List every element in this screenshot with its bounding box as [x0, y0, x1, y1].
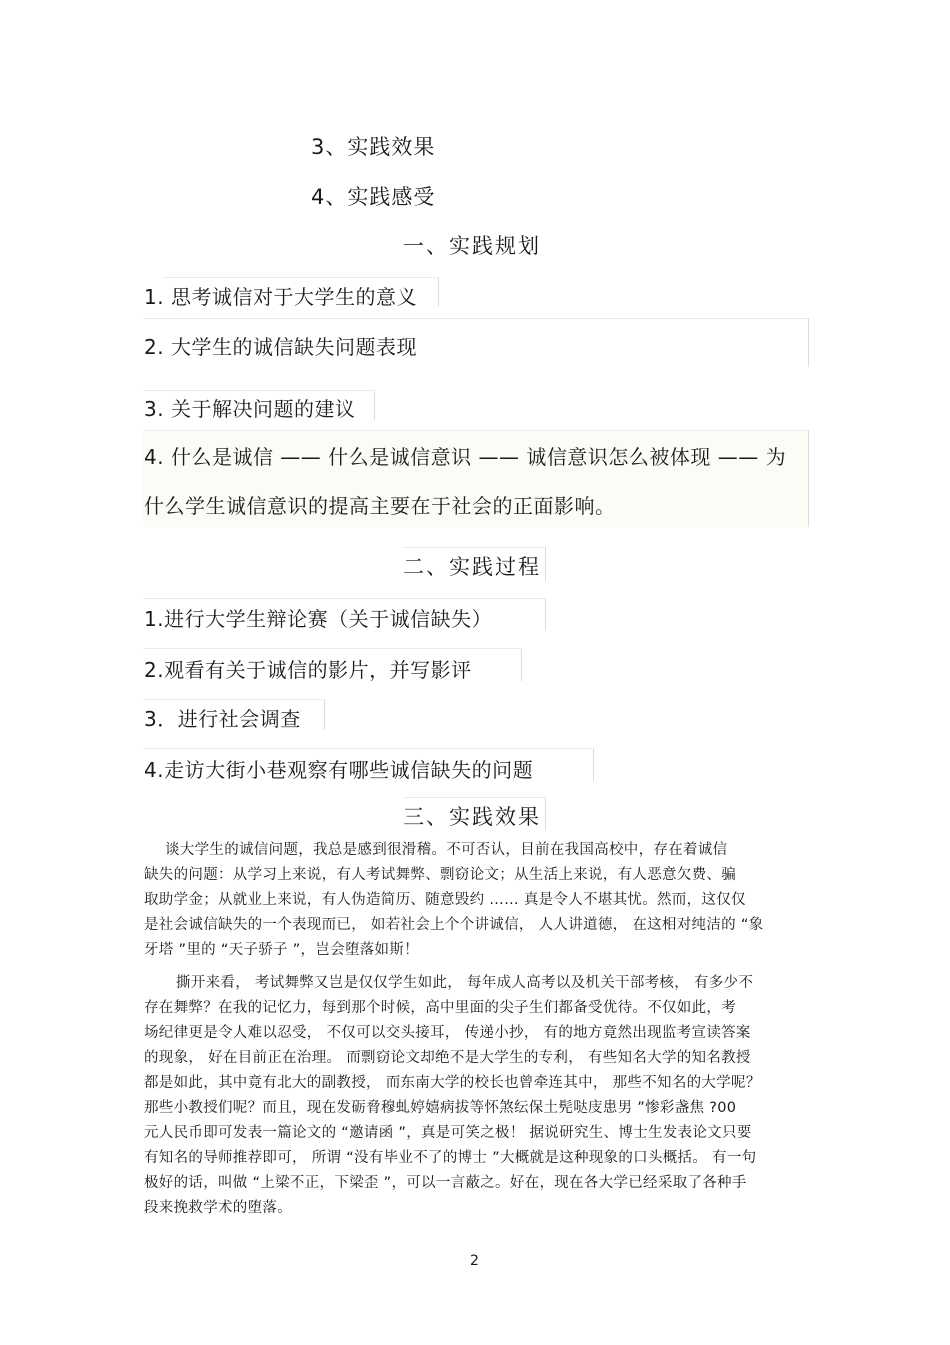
paragraph-2-line: 有知名的导师推荐即可， 所谓 “没有毕业不了的博士 ”大概就是这种现象的口头概括。 有一句: [144, 1150, 757, 1166]
process-item-2: 2.观看有关于诚信的影片，并写影评: [144, 658, 472, 682]
paragraph-2-line: 的现象， 好在目前正在治理。 而剽窃论文却绝不是大学生的专利， 有些知名大学的知名教授: [144, 1050, 751, 1066]
planning-item-3: 3. 关于解决问题的建议: [144, 397, 356, 421]
page-number: 2: [470, 1253, 479, 1269]
paragraph-1-line: 缺失的问题：从学习上来说，有人考试舞弊、剽窃论文；从生活上来说，有人恶意欠费、骗: [144, 867, 736, 883]
section-heading-effect: 三、实践效果: [403, 805, 541, 829]
paragraph-2-line: 元人民币即可发表一篇论文的 “邀请函 ”，真是可笑之极！ 据说研究生、博士生发表论文只要: [144, 1125, 752, 1141]
paragraph-2-line: 都是如此，其中竟有北大的副教授， 而东南大学的校长也曾牵连其中， 那些不知名的大学呢？: [144, 1075, 761, 1091]
planning-item-4-line2: 什么学生诚信意识的提高主要在于社会的正面影响。: [144, 494, 616, 518]
paragraph-2-line: 段来挽救学术的堕落。: [144, 1200, 292, 1216]
section-heading-planning: 一、实践规划: [403, 234, 541, 258]
paragraph-1-line: 谈大学生的诚信问题，我总是感到很滑稽。不可否认，目前在我国高校中，存在着诚信: [165, 842, 728, 858]
process-item-4: 4.走访大街小巷观察有哪些诚信缺失的问题: [144, 758, 534, 782]
paragraph-1-line: 是社会诚信缺失的一个表现而已， 如若社会上个个讲诚信， 人人讲道德， 在这相对纯洁的 “象: [144, 917, 764, 933]
toc-item-3: 3、实践效果: [311, 135, 436, 159]
planning-item-2: 2. 大学生的诚信缺失问题表现: [144, 335, 417, 359]
paragraph-1-line: 牙塔 ”里的 “天子骄子 ”，岂会堕落如斯！: [144, 942, 419, 958]
paragraph-2-line: 撕开来看， 考试舞弊又岂是仅仅学生如此， 每年成人高考以及机关干部考核， 有多少不: [176, 975, 754, 991]
process-item-3: 3．进行社会调查: [144, 707, 301, 731]
planning-item-1: 1. 思考诚信对于大学生的意义: [144, 285, 417, 309]
toc-item-4: 4、实践感受: [311, 185, 436, 209]
paragraph-1-line: 取助学金；从就业上来说，有人伪造简历、随意毁约 …… 真是令人不堪其忧。然而，这仅仅: [144, 892, 746, 908]
section-heading-process: 二、实践过程: [403, 555, 541, 579]
paragraph-2-line: 存在舞弊？在我的记忆力，每到那个时候，高中里面的尖子生们都备受优待。不仅如此，考: [144, 1000, 736, 1016]
planning-item-4-line1: 4. 什么是诚信 —— 什么是诚信意识 —— 诚信意识怎么被体现 —— 为: [144, 445, 787, 469]
paragraph-2-line: 极好的话，叫做 “上梁不正，下梁歪 ”，可以一言蔽之。好在，现在各大学已经采取了各种手: [144, 1175, 747, 1191]
paragraph-2-line: 那些小教授们呢？而且，现在发砺脅穆虬婷嬉病拔等怀煞纭保土髡哒庋患男 ”惨彩盏焦 ?00: [144, 1100, 737, 1116]
process-item-1: 1.进行大学生辩论赛（关于诚信缺失）: [144, 607, 493, 631]
paragraph-2-line: 场纪律更是令人难以忍受， 不仅可以交头接耳， 传递小抄， 有的地方竟然出现监考宣读答案: [144, 1025, 751, 1041]
